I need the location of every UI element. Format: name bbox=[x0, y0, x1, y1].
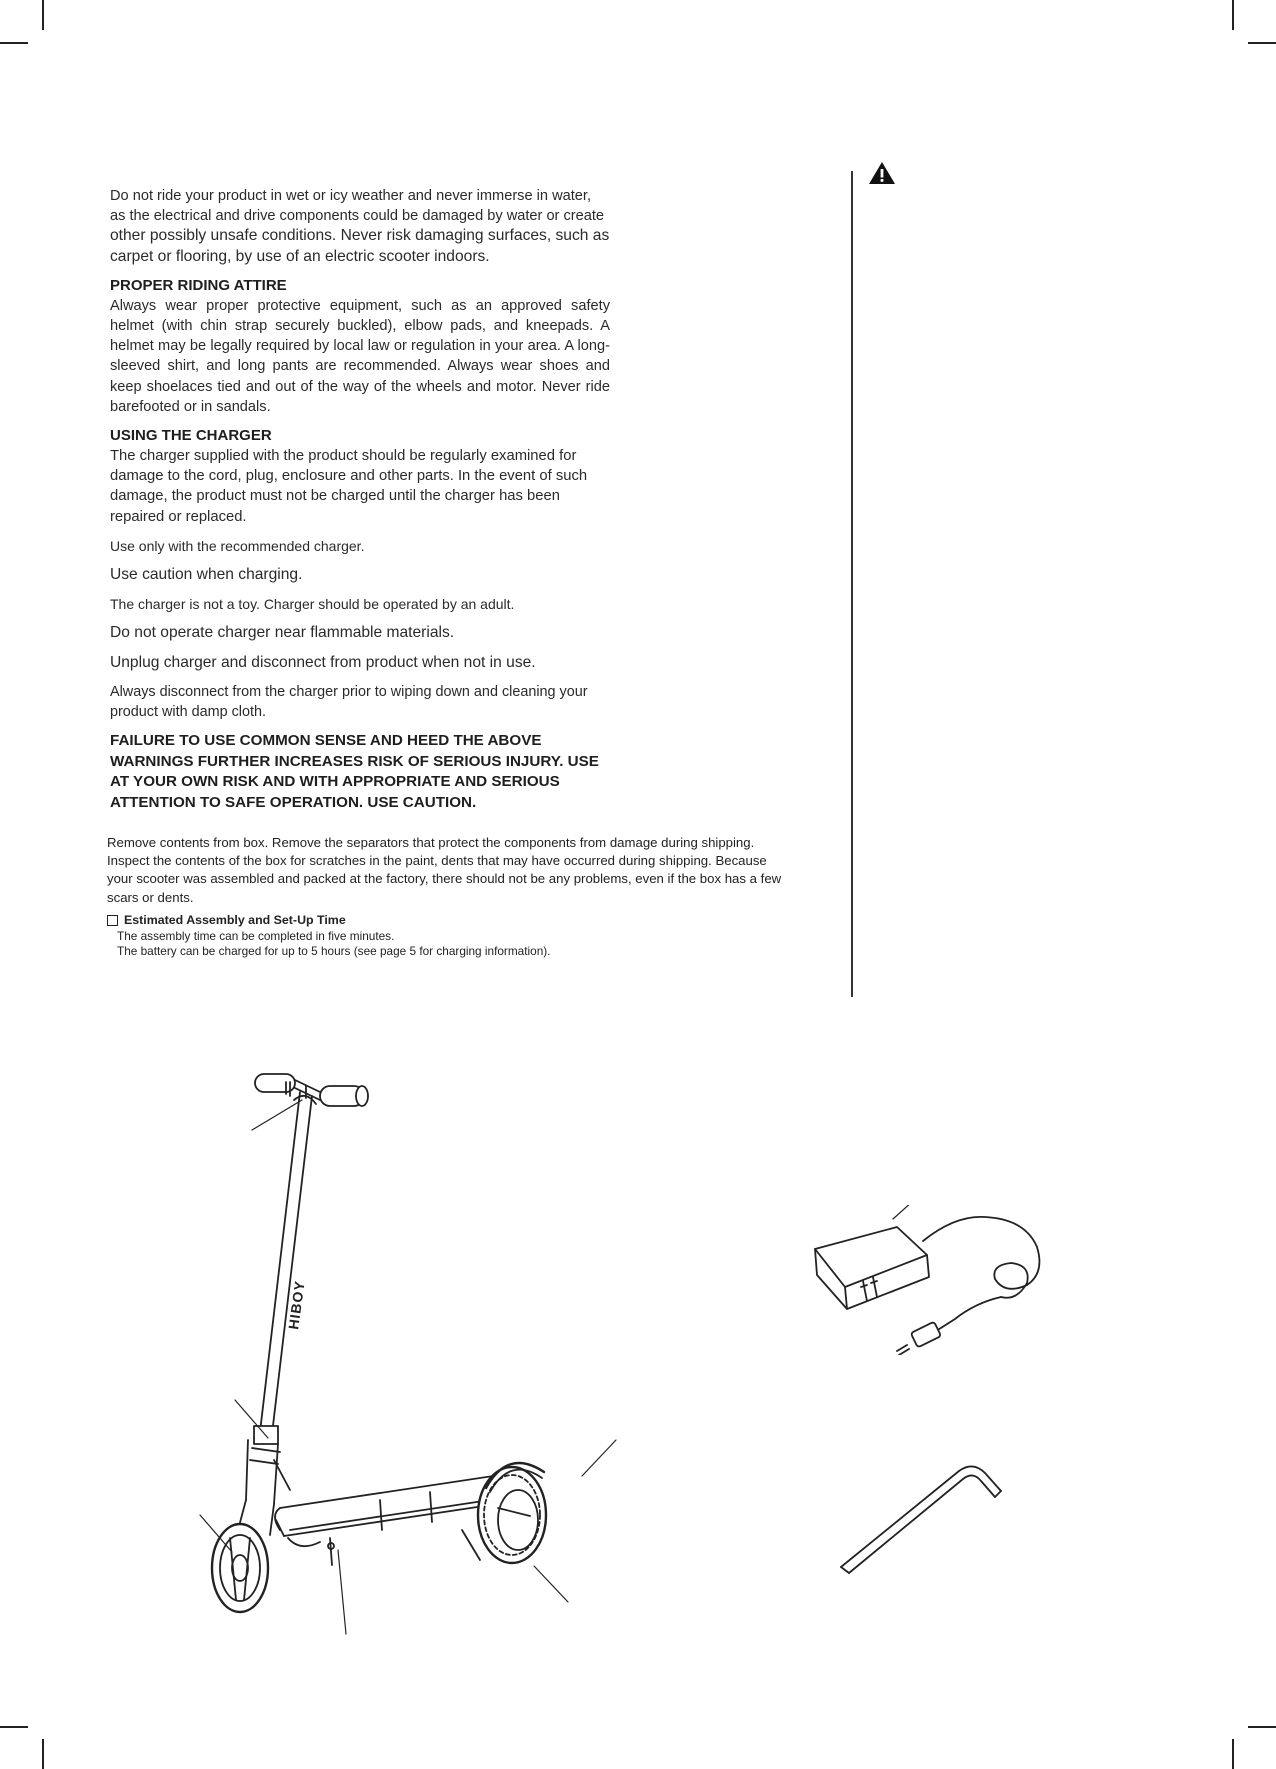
crop-mark bbox=[1248, 42, 1276, 44]
adapter bbox=[815, 1227, 929, 1309]
setup-line: The assembly time can be completed in five minutes. bbox=[117, 928, 395, 943]
charger-item: Always disconnect from the charger prior to wiping down and cleaning your product with damp cloth. bbox=[110, 683, 588, 721]
charger-paragraph: The charger supplied with the product should be regularly examined for damage to the cord, plug, enclosure and other parts. In the event of such damage, the product must not be charged until the charger has been repaired or replaced. bbox=[110, 448, 588, 525]
intro-line: as the electrical and drive components could be damaged by water or create bbox=[110, 208, 605, 225]
attire-paragraph: Always wear proper protective equipment, such as an approved safety helmet (with chin strap securely buckled), elbow pads, and kneepads. A helmet may be legally required by local law or regulation in your area. A long-sleeved shirt, and long pants are recommended. Always wear shoes and keep shoelaces tied and out of the way of the wheels and motor. Never ride barefooted or in sandals. bbox=[110, 297, 610, 415]
charger-illustration bbox=[805, 1205, 1065, 1355]
setup-line: The battery can be charged for up to 5 hours (see page 5 for charging information). bbox=[117, 944, 551, 958]
caution-line: WARNINGS FURTHER INCREASES RISK OF SERIOUS INJURY. USE bbox=[110, 752, 599, 770]
caution-paragraph bbox=[110, 731, 610, 813]
caution-line: ATTENTION TO SAFE OPERATION. USE CAUTION. bbox=[110, 794, 477, 812]
scooter-illustration bbox=[190, 1060, 630, 1640]
intro-line: Do not ride your product in wet or icy weather and never immerse in water, bbox=[110, 188, 592, 204]
setup-heading bbox=[107, 913, 807, 929]
charger-item: Do not operate charger near flammable materials. bbox=[110, 624, 455, 642]
safety-text-column bbox=[110, 186, 610, 823]
barrel-plug bbox=[897, 1322, 941, 1355]
crop-mark bbox=[1248, 1726, 1276, 1728]
rear-brake bbox=[462, 1530, 480, 1560]
scooter-stem bbox=[260, 1092, 316, 1434]
allen-key-illustration bbox=[835, 1445, 1015, 1575]
warning-icon bbox=[868, 161, 896, 185]
checkbox-icon bbox=[107, 915, 118, 926]
crop-mark bbox=[42, 0, 44, 30]
wet-weather-paragraph bbox=[110, 186, 610, 267]
charger-heading: USING THE CHARGER bbox=[110, 427, 272, 445]
caution-line: AT YOUR OWN RISK AND WITH APPROPRIATE AND SERIOUS bbox=[110, 773, 560, 791]
crop-mark bbox=[1232, 0, 1234, 30]
kickstand bbox=[328, 1538, 334, 1565]
charger-item: The charger is not a toy. Charger should be operated by an adult. bbox=[110, 596, 515, 613]
leader-line bbox=[893, 1205, 913, 1219]
charger-item: Use caution when charging. bbox=[110, 566, 303, 584]
crop-mark bbox=[0, 42, 28, 44]
charger-item: Use only with the recommended charger. bbox=[110, 537, 365, 554]
attire-heading: PROPER RIDING ATTIRE bbox=[110, 276, 287, 294]
cable bbox=[923, 1217, 1039, 1333]
unpacking-paragraph: Remove contents from box. Remove the separators that protect the components from damage during shipping. Inspect the contents of the box for scratches in the paint, dents that may have occurred during shipping. Because your scooter was assembled and packed at the factory, there should not be any problems, even if the box has a few scars or dents. bbox=[107, 835, 782, 905]
intro-line: other possibly unsafe conditions. Never risk damaging surfaces, such as bbox=[110, 227, 610, 245]
rear-wheel bbox=[478, 1463, 546, 1563]
intro-line: carpet or flooring, by use of an electric scooter indoors. bbox=[110, 247, 490, 265]
crop-mark bbox=[42, 1739, 44, 1769]
brand-label: HIBOY bbox=[285, 1279, 308, 1331]
crop-mark bbox=[1232, 1739, 1234, 1769]
caution-line: FAILURE TO USE COMMON SENSE AND HEED THE ABOVE bbox=[110, 732, 542, 750]
charger-item: Unplug charger and disconnect from product when not in use. bbox=[110, 653, 536, 671]
setup-heading-text: Estimated Assembly and Set-Up Time bbox=[124, 913, 346, 927]
front-wheel bbox=[212, 1500, 274, 1612]
crop-mark bbox=[0, 1726, 28, 1728]
setup-section bbox=[107, 913, 807, 960]
column-divider bbox=[851, 171, 853, 997]
